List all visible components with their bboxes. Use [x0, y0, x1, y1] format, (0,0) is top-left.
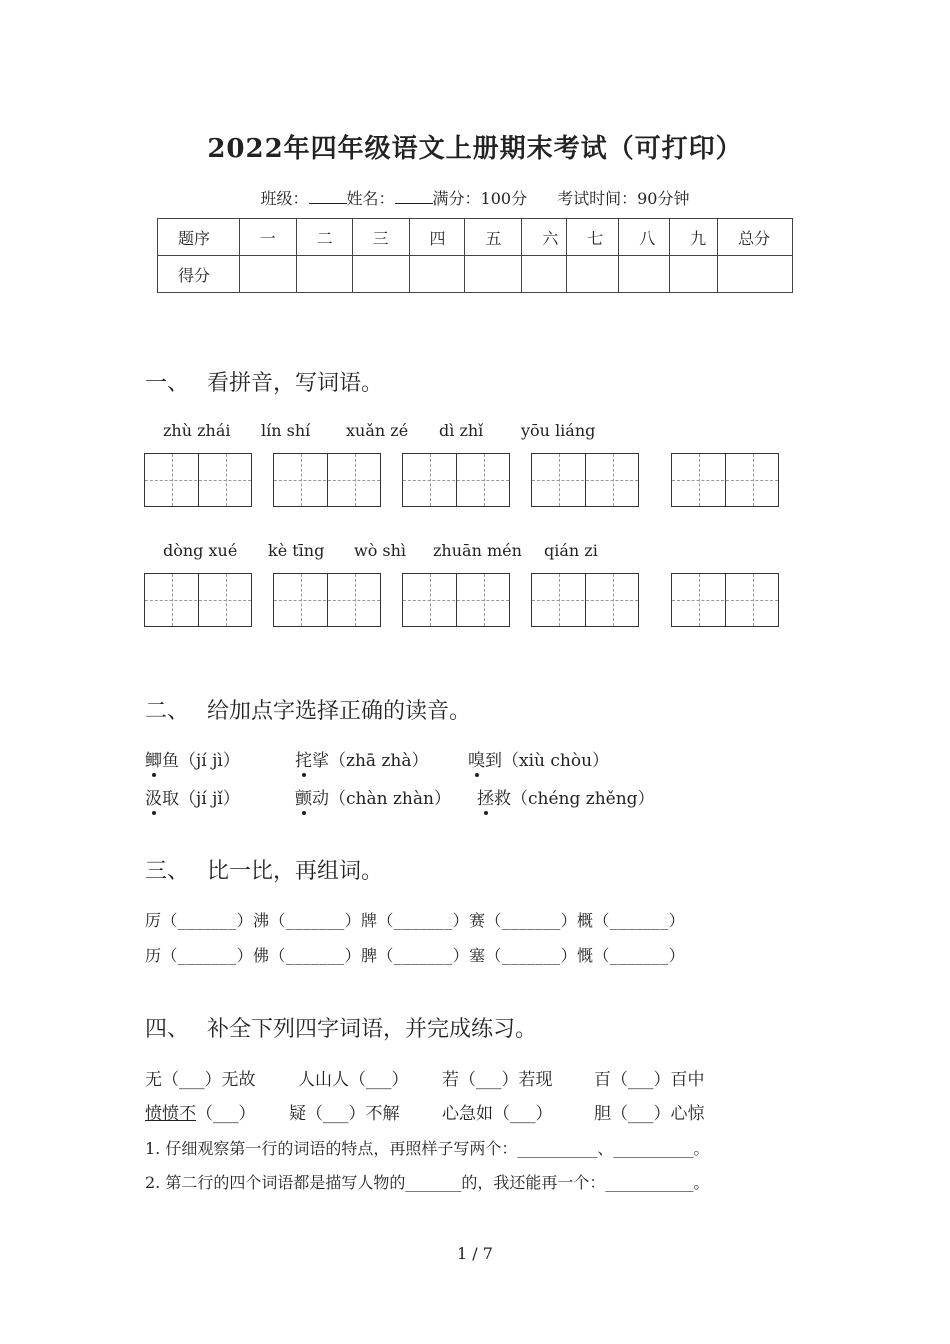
reading-options: 到（xiù chòu） — [485, 751, 610, 771]
dotted-char: 挓 — [295, 751, 312, 771]
dotted-char: 汲 — [145, 789, 162, 809]
dotted-char: 鲫 — [145, 751, 162, 771]
score-header-cell: 八 — [619, 219, 670, 256]
page-title: 2022年四年级语文上册期末考试（可打印） — [207, 134, 743, 164]
score-cell[interactable] — [409, 256, 465, 293]
word-compare-line-1: 厉（_______）沸（_______）牌（_______）赛（_______）概（_______） — [145, 911, 686, 930]
reading-options: 取（jí jǐ） — [162, 789, 240, 809]
writing-grid-box[interactable] — [671, 573, 779, 627]
reading-options: 救（chéng zhěng） — [494, 789, 655, 809]
score-header-cell: 总分 — [718, 219, 793, 256]
score-row-label: 得分 — [158, 256, 240, 293]
score-cell[interactable] — [522, 256, 567, 293]
underlined-word: 愤愤不 — [145, 1104, 196, 1124]
score-header-cell: 七 — [567, 219, 619, 256]
reading-item — [295, 746, 429, 771]
reading-options: 动（chàn zhàn） — [312, 789, 451, 809]
pinyin-label: yōu liáng — [521, 421, 596, 440]
score-cell[interactable] — [239, 256, 296, 293]
score-cell[interactable] — [670, 256, 718, 293]
idiom-item: 若（___）若现 — [442, 1070, 553, 1090]
pinyin-label: zhuān mén — [433, 541, 522, 560]
reading-options: 鱼（jí jì） — [162, 751, 240, 771]
reading-item — [145, 746, 240, 771]
full-score: 满分：100分 — [432, 189, 528, 208]
score-cell[interactable] — [718, 256, 793, 293]
score-header-row — [158, 219, 793, 256]
score-cell[interactable] — [567, 256, 619, 293]
dotted-char: 拯 — [477, 789, 494, 809]
score-cell[interactable] — [465, 256, 522, 293]
score-header-cell: 三 — [352, 219, 409, 256]
class-label: 班级： — [260, 189, 309, 208]
score-cell[interactable] — [296, 256, 352, 293]
score-header-cell: 五 — [465, 219, 522, 256]
idiom-item: 无（___）无故 — [145, 1070, 256, 1090]
pinyin-label: zhù zhái — [163, 421, 231, 440]
dotted-char: 嗅 — [468, 751, 485, 771]
pinyin-label: dì zhǐ — [439, 421, 484, 440]
section-title: 补全下列四字词语，并完成练习。 — [207, 1017, 538, 1042]
reading-item — [145, 784, 240, 809]
reading-item — [468, 746, 609, 771]
section-number: 四、 — [145, 1017, 190, 1042]
name-label: 姓名： — [346, 189, 395, 208]
writing-grid-box[interactable] — [273, 453, 381, 507]
reading-item — [295, 784, 451, 809]
section-number: 二、 — [145, 699, 190, 724]
writing-grid-box[interactable] — [671, 453, 779, 507]
idiom-item: 人山人（___） — [298, 1070, 409, 1090]
writing-grid-box[interactable] — [531, 453, 639, 507]
score-header-cell: 二 — [296, 219, 352, 256]
reading-item — [477, 784, 655, 809]
idiom-item: 胆（___）心惊 — [594, 1104, 705, 1124]
section-title: 比一比，再组词。 — [207, 859, 384, 884]
writing-grid-box[interactable] — [402, 453, 510, 507]
question-1: 1. 仔细观察第一行的词语的特点，再照样子写两个：__________、__________。 — [145, 1139, 710, 1158]
writing-grid-box[interactable] — [144, 573, 252, 627]
page-number: 1 / 7 — [457, 1244, 493, 1263]
score-header-cell: 四 — [409, 219, 465, 256]
name-blank — [395, 187, 433, 204]
reading-options: 挲（zhā zhà） — [312, 751, 429, 771]
pinyin-label: lín shí — [261, 421, 311, 440]
idiom-item: 心急如（___） — [442, 1104, 553, 1124]
question-2: 2. 第二行的四个词语都是描写人物的_______的，我还能再一个：___________。 — [145, 1173, 710, 1192]
section-number: 三、 — [145, 859, 190, 884]
writing-grid-box[interactable] — [531, 573, 639, 627]
score-header-cell: 九 — [670, 219, 718, 256]
writing-grid-box[interactable] — [273, 573, 381, 627]
pinyin-label: dòng xué — [163, 541, 238, 560]
section-3-heading — [145, 854, 383, 885]
pinyin-label: wò shì — [354, 541, 407, 560]
exam-time: 考试时间：90分钟 — [557, 189, 690, 208]
section-number: 一、 — [145, 371, 190, 396]
score-header-cell: 一 — [239, 219, 296, 256]
exam-info — [0, 186, 950, 209]
section-title: 看拼音，写词语。 — [207, 371, 384, 396]
writing-grid-box[interactable] — [144, 453, 252, 507]
section-title: 给加点字选择正确的读音。 — [207, 699, 472, 724]
score-table — [157, 218, 793, 293]
score-header-cell: 题序 — [158, 219, 240, 256]
section-4-heading — [145, 1012, 537, 1043]
section-1-heading — [145, 366, 383, 397]
section-2-heading — [145, 694, 471, 725]
class-blank — [309, 187, 347, 204]
score-header-cell: 六 — [522, 219, 567, 256]
word-compare-line-2: 历（_______）佛（_______）脾（_______）塞（_______）慨（_______） — [145, 946, 686, 965]
score-cell[interactable] — [352, 256, 409, 293]
idiom-item: 百（___）百中 — [594, 1070, 705, 1090]
writing-grid-box[interactable] — [402, 573, 510, 627]
pinyin-label: qián zi — [544, 541, 598, 560]
pinyin-label: kè tīng — [268, 541, 325, 560]
dotted-char: 颤 — [295, 789, 312, 809]
idiom-item: 疑（___）不解 — [289, 1104, 400, 1124]
score-row — [158, 256, 793, 293]
score-cell[interactable] — [619, 256, 670, 293]
idiom-item: 愤愤不（___） — [145, 1104, 256, 1124]
pinyin-label: xuǎn zé — [346, 421, 409, 440]
